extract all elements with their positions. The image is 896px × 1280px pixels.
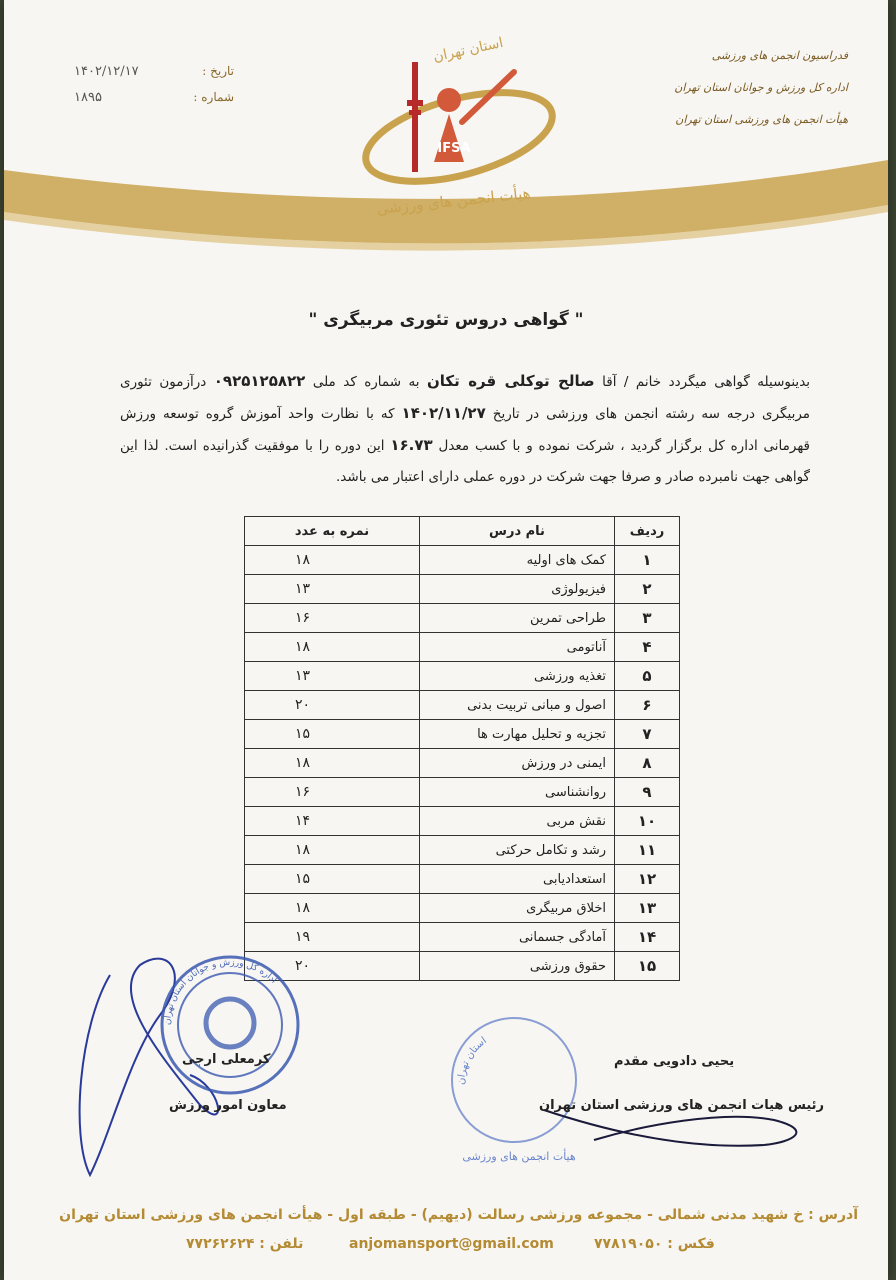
course-name: اصول و مبانی تربیت بدنی bbox=[420, 691, 615, 720]
grades-table bbox=[244, 516, 680, 981]
course-grade: ۱۶ bbox=[245, 778, 420, 807]
row-number: ۱ bbox=[615, 546, 680, 575]
org-line-board: هیأت انجمن های ورزشی استان تهران bbox=[675, 113, 848, 126]
date-number-block bbox=[74, 58, 234, 110]
exam-date: ۱۴۰۲/۱۱/۲۷ bbox=[401, 404, 486, 422]
table-row bbox=[245, 604, 680, 633]
right-stamp-top: استان تهران bbox=[455, 1035, 489, 1086]
course-grade: ۱۳ bbox=[245, 662, 420, 691]
body-part-4: که با نظارت واحد آموزش گروه توسعه ورزش قهرمانی اداره کل برگزار گردید ، شرکت نموده و با کسب معدل bbox=[120, 406, 810, 454]
body-part-2: به شماره کد ملی bbox=[312, 374, 420, 390]
right-signer-name: یحیی دادویی مقدم bbox=[614, 1054, 735, 1069]
course-grade: ۱۹ bbox=[245, 923, 420, 952]
number-row bbox=[74, 84, 234, 110]
course-name: فیزیولوژی bbox=[420, 575, 615, 604]
course-name: اخلاق مربیگری bbox=[420, 894, 615, 923]
footer-phone: تلفن : ۷۷۲۶۲۶۲۴ bbox=[186, 1236, 304, 1252]
course-grade: ۱۵ bbox=[245, 720, 420, 749]
header-row-number: ردیف bbox=[615, 517, 680, 546]
footer-address: آدرس : خ شهید مدنی شمالی - مجموعه ورزشی رسالت (دیهیم) - طبقه اول - هیأت انجمن های ورزشی استان تهران bbox=[59, 1207, 858, 1223]
table-row bbox=[245, 546, 680, 575]
table-row bbox=[245, 633, 680, 662]
course-grade: ۱۸ bbox=[245, 749, 420, 778]
table-row bbox=[245, 778, 680, 807]
date-label: تاریخ : bbox=[202, 64, 234, 78]
course-grade: ۱۸ bbox=[245, 633, 420, 662]
number-label: شماره : bbox=[193, 90, 234, 104]
course-grade: ۱۶ bbox=[245, 604, 420, 633]
footer-email: anjomansport@gmail.com bbox=[349, 1236, 554, 1252]
number-value: ۱۸۹۵ bbox=[74, 89, 102, 105]
body-part-1: بدینوسیله گواهی میگردد خانم / آقا bbox=[602, 374, 811, 390]
table-row bbox=[245, 575, 680, 604]
course-grade: ۲۰ bbox=[245, 691, 420, 720]
logo-top-text: استان تهران bbox=[431, 34, 505, 66]
certificate-paper bbox=[4, 0, 888, 1280]
course-name: نقش مربی bbox=[420, 807, 615, 836]
row-number: ۸ bbox=[615, 749, 680, 778]
student-name: صالح توکلی قره تکان bbox=[427, 372, 595, 390]
course-name: حقوق ورزشی bbox=[420, 952, 615, 981]
header-course-name: نام درس bbox=[420, 517, 615, 546]
left-signer-title: معاون امور ورزش bbox=[169, 1098, 287, 1113]
table-row bbox=[245, 807, 680, 836]
row-number: ۱۱ bbox=[615, 836, 680, 865]
table-row bbox=[245, 836, 680, 865]
row-number: ۳ bbox=[615, 604, 680, 633]
row-number: ۱۰ bbox=[615, 807, 680, 836]
row-number: ۹ bbox=[615, 778, 680, 807]
right-stamp-bottom: هیأت انجمن های ورزشی bbox=[462, 1150, 576, 1163]
course-name: طراحی تمرین bbox=[420, 604, 615, 633]
table-row bbox=[245, 691, 680, 720]
date-row bbox=[74, 58, 234, 84]
course-name: کمک های اولیه bbox=[420, 546, 615, 575]
course-grade: ۱۸ bbox=[245, 546, 420, 575]
left-signer-name: کرمعلی ارجی bbox=[182, 1052, 271, 1067]
course-grade: ۱۴ bbox=[245, 807, 420, 836]
table-row bbox=[245, 865, 680, 894]
row-number: ۶ bbox=[615, 691, 680, 720]
row-number: ۴ bbox=[615, 633, 680, 662]
course-name: تغذیه ورزشی bbox=[420, 662, 615, 691]
course-name: استعدادیابی bbox=[420, 865, 615, 894]
course-grade: ۱۳ bbox=[245, 575, 420, 604]
course-name: تجزیه و تحلیل مهارت ها bbox=[420, 720, 615, 749]
left-stamp-text: اداره کل ورزش و جوانان استان تهران bbox=[162, 957, 279, 1026]
body-part-5: این دوره را با موفقیت گذرانیده است. لذا این گواهی جهت نامبرده صادر و صرفا جهت شرکت در دوره عملی دارای اعتبار می باشد. bbox=[120, 438, 810, 485]
organization-header bbox=[548, 40, 848, 136]
right-signature-stamp bbox=[444, 1010, 844, 1180]
course-grade: ۱۵ bbox=[245, 865, 420, 894]
body-part-3: درآزمون تئوری مربیگری درجه سه رشته انجمن های ورزشی در تاریخ bbox=[120, 374, 811, 422]
table-row bbox=[245, 894, 680, 923]
date-value: ۱۴۰۲/۱۲/۱۷ bbox=[74, 63, 139, 79]
row-number: ۱۲ bbox=[615, 865, 680, 894]
footer-contacts bbox=[4, 1236, 888, 1262]
certificate-body bbox=[120, 366, 810, 493]
logo-bottom-text: هیأت انجمن های ورزشی bbox=[375, 183, 532, 219]
row-number: ۱۴ bbox=[615, 923, 680, 952]
course-grade: ۱۸ bbox=[245, 894, 420, 923]
course-grade: ۱۸ bbox=[245, 836, 420, 865]
national-id: ۰۹۲۵۱۲۵۸۲۲ bbox=[213, 372, 306, 390]
course-name: آناتومی bbox=[420, 633, 615, 662]
row-number: ۵ bbox=[615, 662, 680, 691]
grades-header-row bbox=[245, 517, 680, 546]
footer-fax: فکس : ۷۷۸۱۹۰۵۰ bbox=[594, 1236, 715, 1252]
org-line-federation: فدراسیون انجمن های ورزشی bbox=[711, 49, 848, 62]
table-row bbox=[245, 662, 680, 691]
course-grade: ۲۰ bbox=[245, 952, 420, 981]
certificate-title: " گواهی دروس تئوری مربیگری " bbox=[308, 310, 584, 330]
course-name: آمادگی جسمانی bbox=[420, 923, 615, 952]
ifsa-logo bbox=[354, 22, 564, 222]
svg-text:استان تهران bbox=[456, 1035, 489, 1085]
org-line-directorate: اداره کل ورزش و جوانان استان تهران bbox=[674, 81, 848, 94]
course-name: ایمنی در ورزش bbox=[420, 749, 615, 778]
row-number: ۷ bbox=[615, 720, 680, 749]
header-grade: نمره به عدد bbox=[245, 517, 420, 546]
row-number: ۱۵ bbox=[615, 952, 680, 981]
row-number: ۱۳ bbox=[615, 894, 680, 923]
course-name: رشد و تکامل حرکتی bbox=[420, 836, 615, 865]
table-row bbox=[245, 720, 680, 749]
right-signer-title: رئیس هیات انجمن های ورزشی استان تهران bbox=[539, 1098, 825, 1113]
logo-center-text: IFSA bbox=[437, 141, 471, 156]
course-name: روانشناسی bbox=[420, 778, 615, 807]
average-score: ۱۶.۷۳ bbox=[390, 436, 433, 454]
row-number: ۲ bbox=[615, 575, 680, 604]
svg-text:اداره کل ورزش و جوانان استان ت bbox=[163, 958, 278, 1025]
table-row bbox=[245, 749, 680, 778]
